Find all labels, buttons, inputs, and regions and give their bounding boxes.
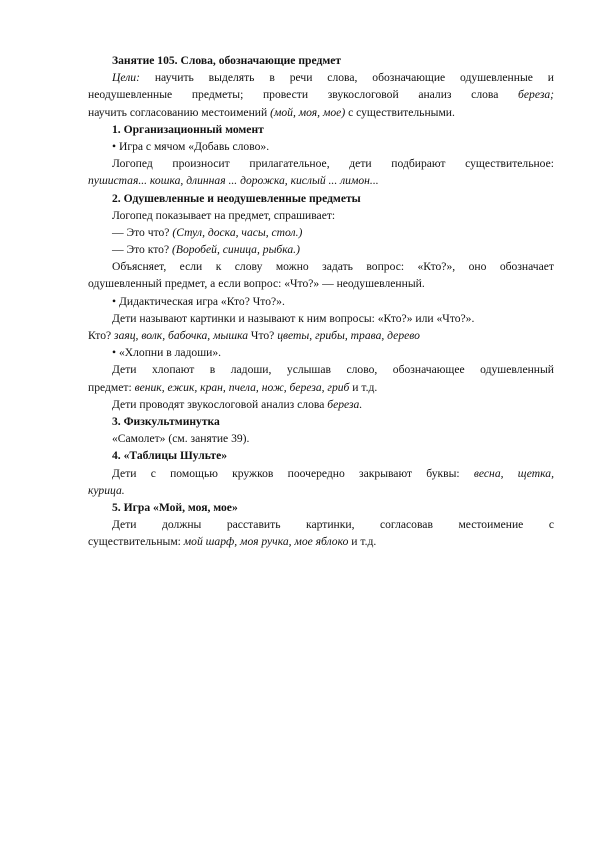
section-2-paragraph-3: Дети называют картинки и называют к ним вопросы: «Кто?» или «Что?». bbox=[112, 311, 475, 325]
section-3-text: «Самолет» (см. занятие 39). bbox=[112, 432, 250, 446]
section-2-game-2: • «Хлопни в ладоши». bbox=[112, 346, 222, 360]
section-5-text-1: Дети должны расставить картинки, согласовав местоимение с bbox=[112, 518, 554, 532]
section-3-heading: 3. Физкультминутка bbox=[112, 414, 220, 428]
section-4-words: курица. bbox=[88, 483, 125, 497]
page-title: Занятие 105. Слова, обозначающие предмет bbox=[112, 54, 342, 67]
section-2-kto-chto: Кто? заяц, волк, бабочка, мышка Что? цветы, грибы, трава, дерево bbox=[88, 329, 420, 342]
section-4-text: Дети с помощью кружков поочередно закрывают буквы: весна, щетка, bbox=[112, 466, 554, 480]
section-5-heading: 5. Игра «Мой, моя, мое» bbox=[112, 500, 238, 514]
section-2-question-1: — Это что? (Стул, доска, часы, стол.) bbox=[112, 225, 303, 239]
section-2-paragraph-5: Дети проводят звукослоговой анализ слова береза. bbox=[112, 397, 363, 411]
section-2-paragraph-4b: предмет: веник, ежик, кран, пчела, нож, береза, гриб и т.д. bbox=[88, 380, 378, 394]
goals-label: Цели: bbox=[112, 71, 140, 85]
goals-line-1: Цели: научить выделять в речи слова, обозначающие одушевленные и bbox=[112, 71, 554, 85]
document-page bbox=[88, 52, 554, 550]
section-2-heading: 2. Одушевленные и неодушевленные предметы bbox=[112, 191, 361, 205]
section-1-examples: пушистая... кошка, длинная ... дорожка, кислый ... лимон... bbox=[88, 174, 379, 188]
section-2-paragraph-2a: Объясняет, если к слову можно задать вопрос: «Кто?», оно обозначает bbox=[112, 260, 554, 274]
section-1-heading: 1. Организационный момент bbox=[112, 122, 264, 136]
goals-line-3: научить согласованию местоимений (мой, моя, мое) с существительными. bbox=[88, 105, 455, 119]
section-2-question-2: — Это кто? (Воробей, синица, рыбка.) bbox=[112, 243, 300, 257]
goals-line-2: неодушевленные предметы; провести звукослоговой анализ слова береза; bbox=[88, 88, 554, 102]
section-2-paragraph-1: Логопед показывает на предмет, спрашивает: bbox=[112, 208, 336, 222]
section-2-game: • Дидактическая игра «Кто? Что?». bbox=[112, 294, 285, 308]
section-1-paragraph: Логопед произносит прилагательное, дети подбирают существительное: bbox=[112, 157, 554, 171]
section-2-paragraph-2b: одушевленный предмет, а если вопрос: «Что?» — неодушевленный. bbox=[88, 277, 425, 291]
section-2-paragraph-4a: Дети хлопают в ладоши, услышав слово, обозначающее одушевленный bbox=[112, 363, 554, 377]
section-5-text-2: существительным: мой шарф, моя ручка, мое яблоко и т.д. bbox=[88, 535, 377, 549]
section-4-heading: 4. «Таблицы Шульте» bbox=[112, 449, 228, 463]
section-1-game: • Игра с мячом «Добавь слово». bbox=[112, 139, 270, 153]
